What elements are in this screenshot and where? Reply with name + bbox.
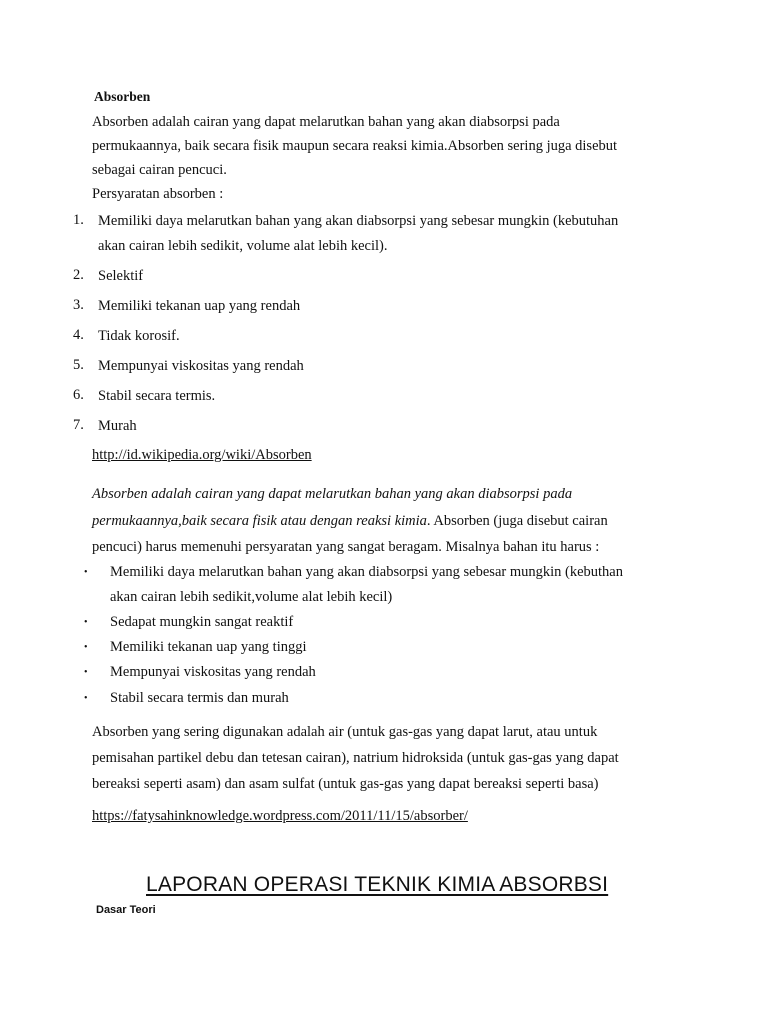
requirements-title: Persyaratan absorben :	[92, 186, 224, 202]
list-item: Memiliki tekanan uap yang rendah	[98, 298, 301, 314]
list-number: 1.	[73, 212, 84, 228]
quote-italic-text: permukaannya,baik secara fisik atau dengan reaksi kimia	[92, 513, 427, 529]
source-link-wordpress[interactable]: https://fatysahinknowledge.wordpress.com/2011/11/15/absorber/	[92, 808, 468, 824]
list-number: 6.	[73, 387, 84, 403]
usage-line-1: Absorben yang sering digunakan adalah air (untuk gas-gas yang dapat larut, atau untuk	[92, 724, 598, 740]
list-number: 2.	[73, 267, 84, 283]
bullet-item: Memiliki daya melarutkan bahan yang akan diabsorpsi yang sebesar mungkin (kebuthan	[110, 564, 623, 580]
list-number: 5.	[73, 357, 84, 373]
usage-line-2: pemisahan partikel debu dan tetesan cairan), natrium hidroksida (untuk gas-gas yang dapat	[92, 750, 619, 766]
section-heading: Absorben	[94, 89, 151, 104]
list-item-continued: akan cairan lebih sedikit, volume alat lebih kecil).	[98, 238, 388, 254]
bullet-icon: •	[84, 667, 88, 678]
quote-line-3: pencuci) harus memenuhi persyaratan yang sangat beragam. Misalnya bahan itu harus :	[92, 539, 600, 555]
bullet-item: Sedapat mungkin sangat reaktif	[110, 614, 294, 630]
list-item: Tidak korosif.	[98, 328, 180, 344]
bullet-icon: •	[84, 567, 88, 578]
bullet-icon: •	[84, 642, 88, 653]
definition-line-3: sebagai cairan pencuci.	[92, 162, 227, 178]
bullet-icon: •	[84, 617, 88, 628]
list-item: Selektif	[98, 268, 144, 284]
list-number: 7.	[73, 417, 84, 433]
usage-line-3: bereaksi seperti asam) dan asam sulfat (untuk gas-gas yang dapat bereaksi seperti basa)	[92, 776, 599, 792]
report-title: LAPORAN OPERASI TEKNIK KIMIA ABSORBSI	[146, 873, 609, 896]
bullet-icon: •	[84, 693, 88, 704]
bullet-item-continued: akan cairan lebih sedikit,volume alat lebih kecil)	[110, 589, 393, 605]
definition-line-1: Absorben adalah cairan yang dapat melarutkan bahan yang akan diabsorpsi pada	[92, 114, 560, 130]
quote-line-1: Absorben adalah cairan yang dapat melarutkan bahan yang akan diabsorpsi pada	[92, 486, 573, 502]
list-number: 4.	[73, 327, 84, 343]
list-item: Stabil secara termis.	[98, 388, 216, 404]
bullet-item: Memiliki tekanan uap yang tinggi	[110, 639, 307, 655]
quote-line-2	[92, 509, 675, 533]
list-number: 3.	[73, 297, 84, 313]
bullet-item: Stabil secara termis dan murah	[110, 690, 289, 706]
report-subtitle: Dasar Teori	[96, 904, 156, 916]
definition-line-2: permukaannya, baik secara fisik maupun secara reaksi kimia.Absorben sering juga disebut	[92, 138, 618, 154]
source-link-wikipedia[interactable]: http://id.wikipedia.org/wiki/Absorben	[92, 447, 312, 463]
bullet-item: Mempunyai viskositas yang rendah	[110, 664, 316, 680]
list-item: Mempunyai viskositas yang rendah	[98, 358, 304, 374]
list-item: Murah	[98, 418, 137, 434]
list-item: Memiliki daya melarutkan bahan yang akan diabsorpsi yang sebesar mungkin (kebutuhan	[98, 213, 619, 229]
quote-normal-text: . Absorben (juga disebut cairan	[426, 513, 608, 529]
